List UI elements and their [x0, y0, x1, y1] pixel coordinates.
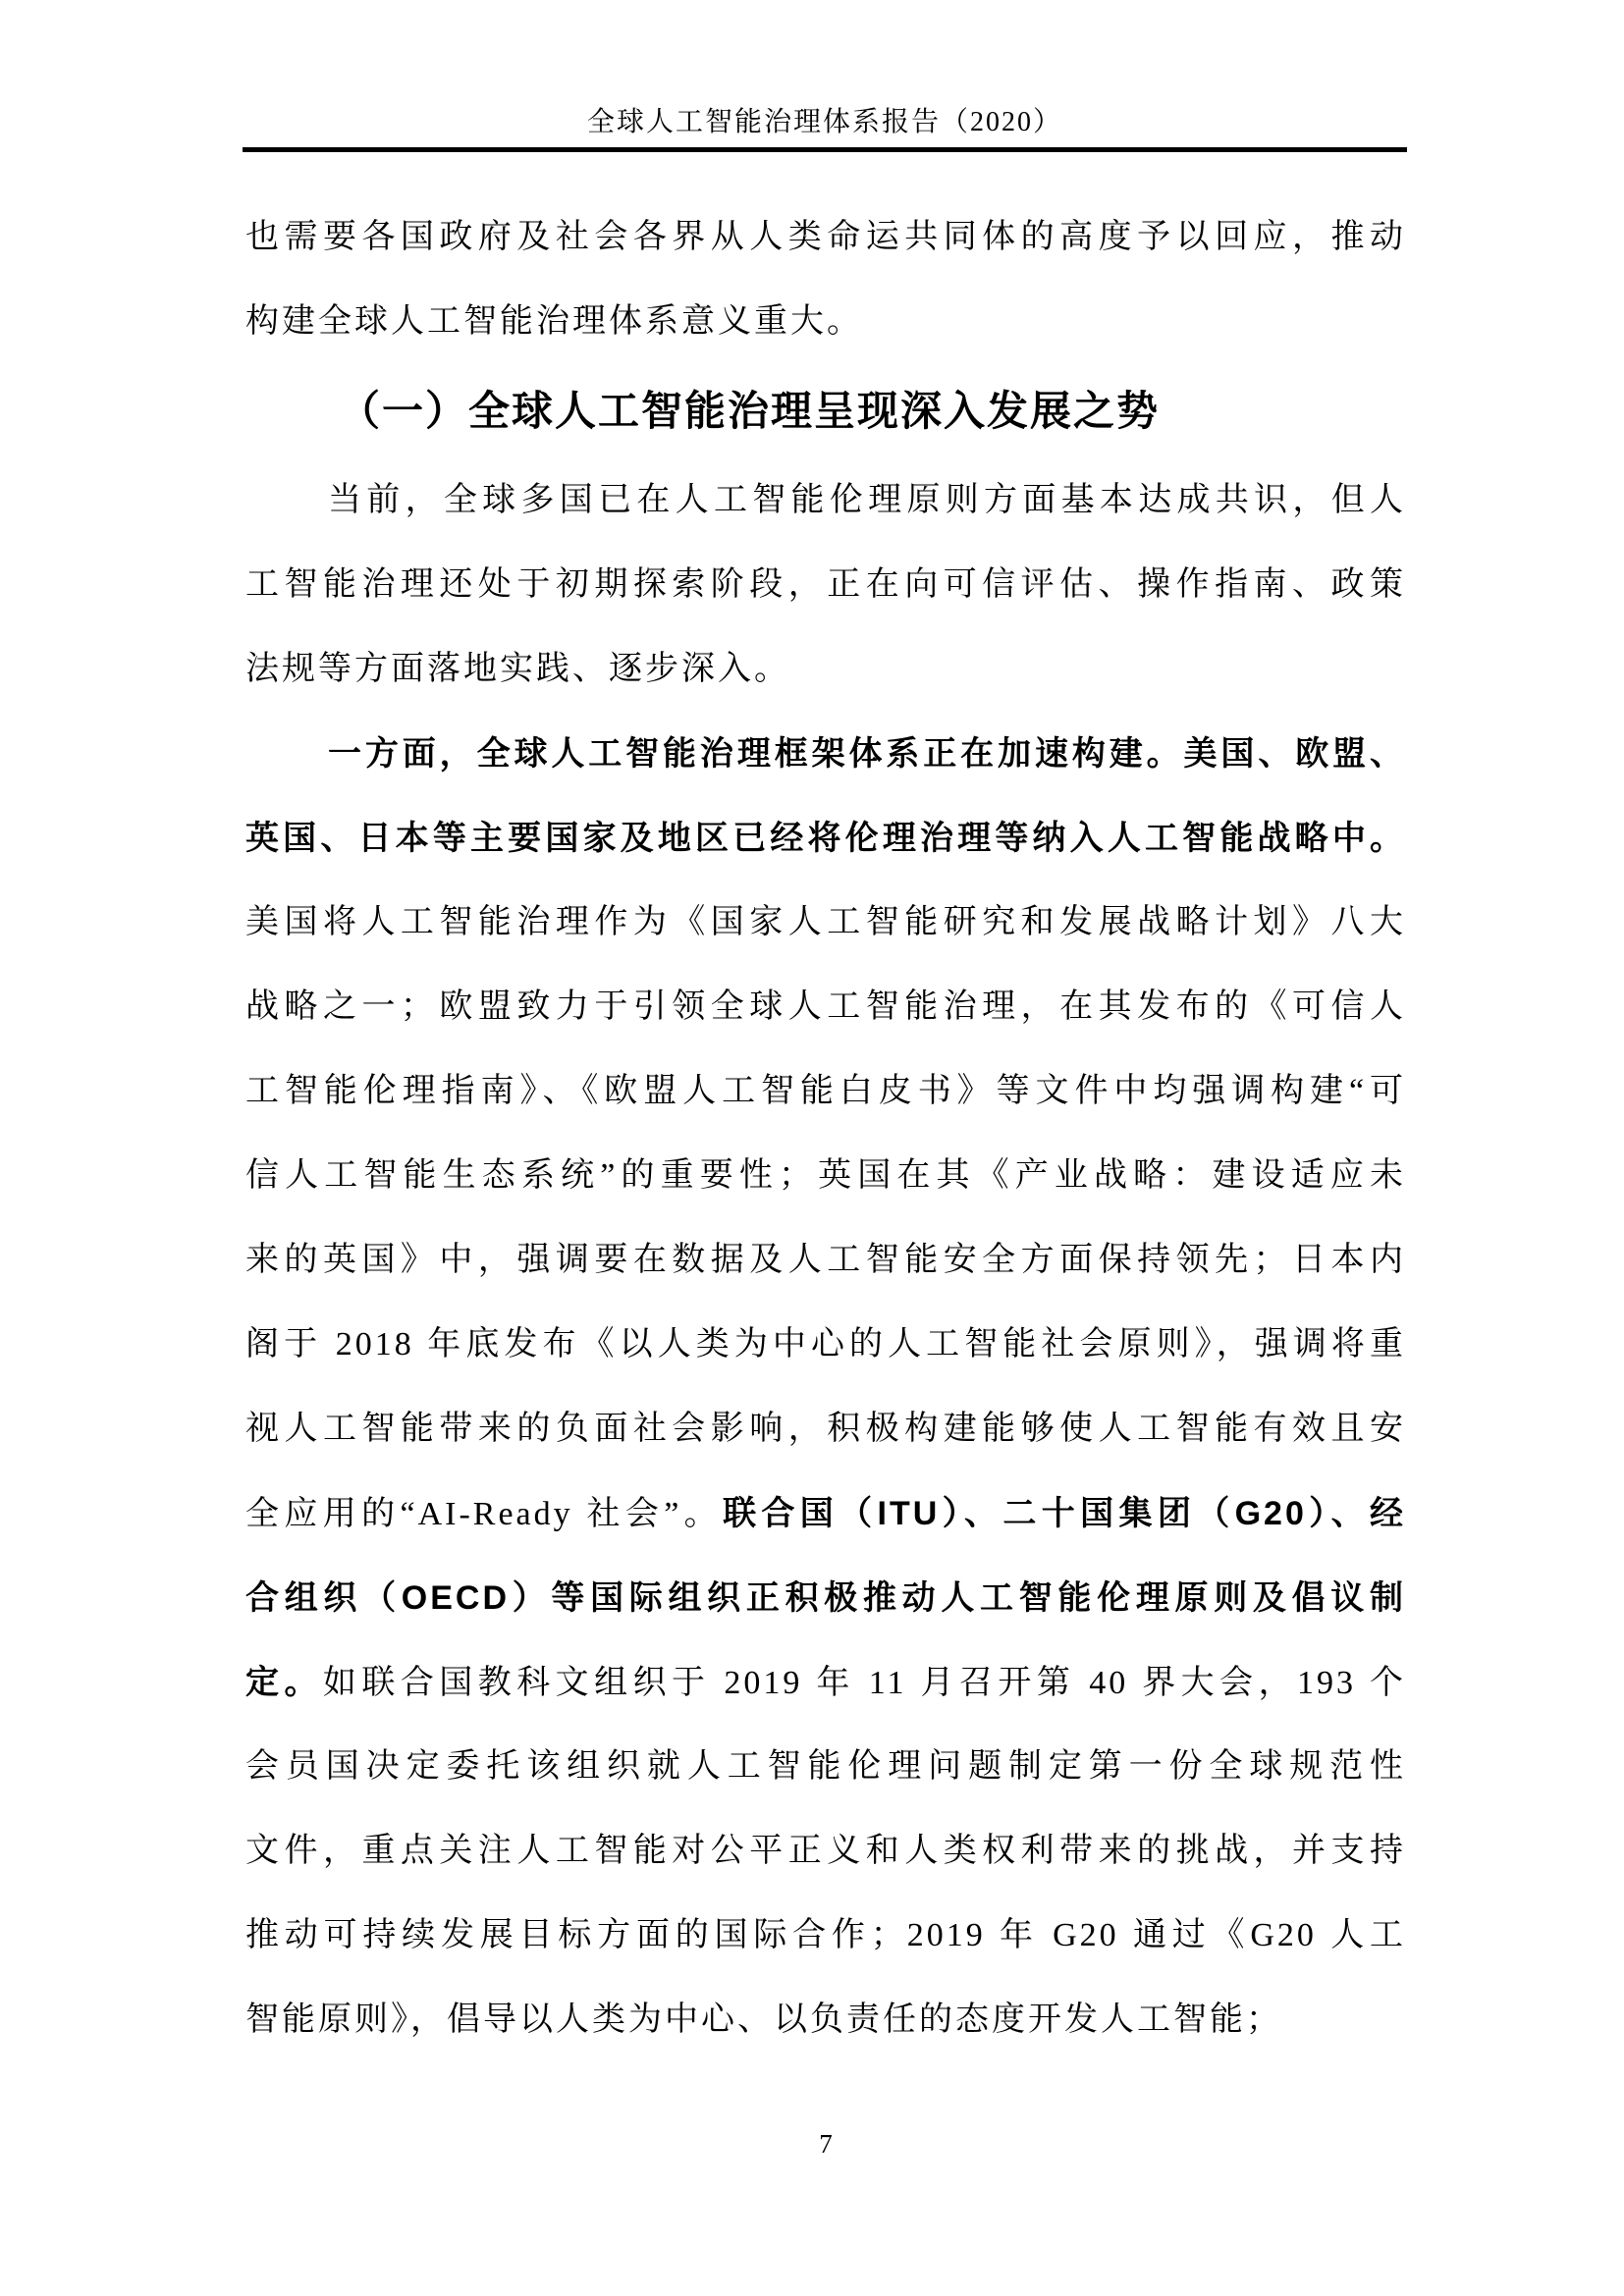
body-line: [245, 627, 1406, 712]
text-run: 会员国决定委托该组织就人工智能伦理问题制定第一份全球规范性: [245, 1748, 1406, 1785]
section-heading: [245, 364, 1406, 458]
page-number: 7: [819, 2129, 833, 2159]
text-run: 法规等方面落地实践、逐步深入。: [245, 651, 790, 687]
text-run: 工智能治理还处于初期探索阶段，正在向可信评估、操作指南、政策: [245, 566, 1406, 603]
text-run: 智能原则》，倡导以人类为中心、以负责任的态度开发人工智能；: [245, 2002, 1282, 2038]
page-header: [243, 102, 1407, 152]
body-line: [245, 280, 1406, 364]
text-run: 视人工智能带来的负面社会影响，积极构建能够使人工智能有效且安: [245, 1411, 1406, 1447]
body-line: [245, 1218, 1406, 1303]
body-line: [245, 1809, 1406, 1894]
body-line: [245, 1556, 1406, 1640]
text-run: 也需要各国政府及社会各界从人类命运共同体的高度予以回应，推动: [245, 219, 1406, 255]
text-run: 战略之一；欧盟致力于引领全球人工智能治理，在其发布的《可信人: [245, 988, 1406, 1025]
body-line: [245, 458, 1406, 543]
text-run-bold: 合组织（OECD）等国际组织正积极推动人工智能伦理原则及倡议制: [245, 1579, 1406, 1617]
body-line: [245, 1134, 1406, 1218]
body-line: [245, 796, 1406, 881]
body-line: [245, 1049, 1406, 1134]
text-run: 当前，全球多国已在人工智能伦理原则方面基本达成共识，但人: [328, 482, 1406, 518]
body-line: [245, 1640, 1406, 1725]
body-line: [245, 1978, 1406, 2062]
body-line: [245, 1894, 1406, 1978]
section-heading-text: （一）全球人工智能治理呈现深入发展之势: [339, 388, 1161, 434]
text-run-bold: 英国、日本等主要国家及地区已经将伦理治理等纳入人工智能战略中。: [245, 820, 1406, 857]
document-body: [245, 195, 1406, 2062]
page-footer: [245, 2122, 1406, 2165]
text-run: 工智能伦理指南》、《欧盟人工智能白皮书》等文件中均强调构建“可: [245, 1073, 1406, 1109]
text-run-bold: 一方面，全球人工智能治理框架体系正在加速构建。美国、欧盟、: [328, 735, 1406, 773]
body-line: [245, 1471, 1406, 1556]
text-run: 信人工智能生态系统”的重要性；英国在其《产业战略：建设适应未: [245, 1157, 1406, 1194]
body-line: [245, 965, 1406, 1049]
text-run: 全应用的“AI-Ready 社会”。: [245, 1496, 724, 1532]
text-run: 文件，重点关注人工智能对公平正义和人类权利带来的挑战，并支持: [245, 1833, 1406, 1869]
text-run-bold: 联合国（ITU）、二十国集团（G20）、经: [723, 1495, 1406, 1532]
text-run: 来的英国》中，强调要在数据及人工智能安全方面保持领先；日本内: [245, 1242, 1406, 1278]
header-title: 全球人工智能治理体系报告（2020）: [586, 107, 1062, 137]
body-line: [245, 1387, 1406, 1471]
body-line: [245, 712, 1406, 796]
text-run: 推动可持续发展目标方面的国际合作；2019 年 G20 通过《G20 人工: [245, 1917, 1406, 1953]
body-line: [245, 543, 1406, 627]
body-line: [245, 1725, 1406, 1809]
text-run-bold: 定。: [245, 1664, 323, 1701]
text-run: 如联合国教科文组织于 2019 年 11 月召开第 40 界大会，193 个: [322, 1665, 1406, 1701]
body-line: [245, 881, 1406, 965]
text-run: 阁于 2018 年底发布《以人类为中心的人工智能社会原则》，强调将重: [245, 1326, 1406, 1362]
body-line: [245, 1303, 1406, 1387]
text-run: 美国将人工智能治理作为《国家人工智能研究和发展战略计划》八大: [245, 904, 1406, 940]
body-line: [245, 195, 1406, 280]
text-run: 构建全球人工智能治理体系意义重大。: [245, 303, 863, 340]
